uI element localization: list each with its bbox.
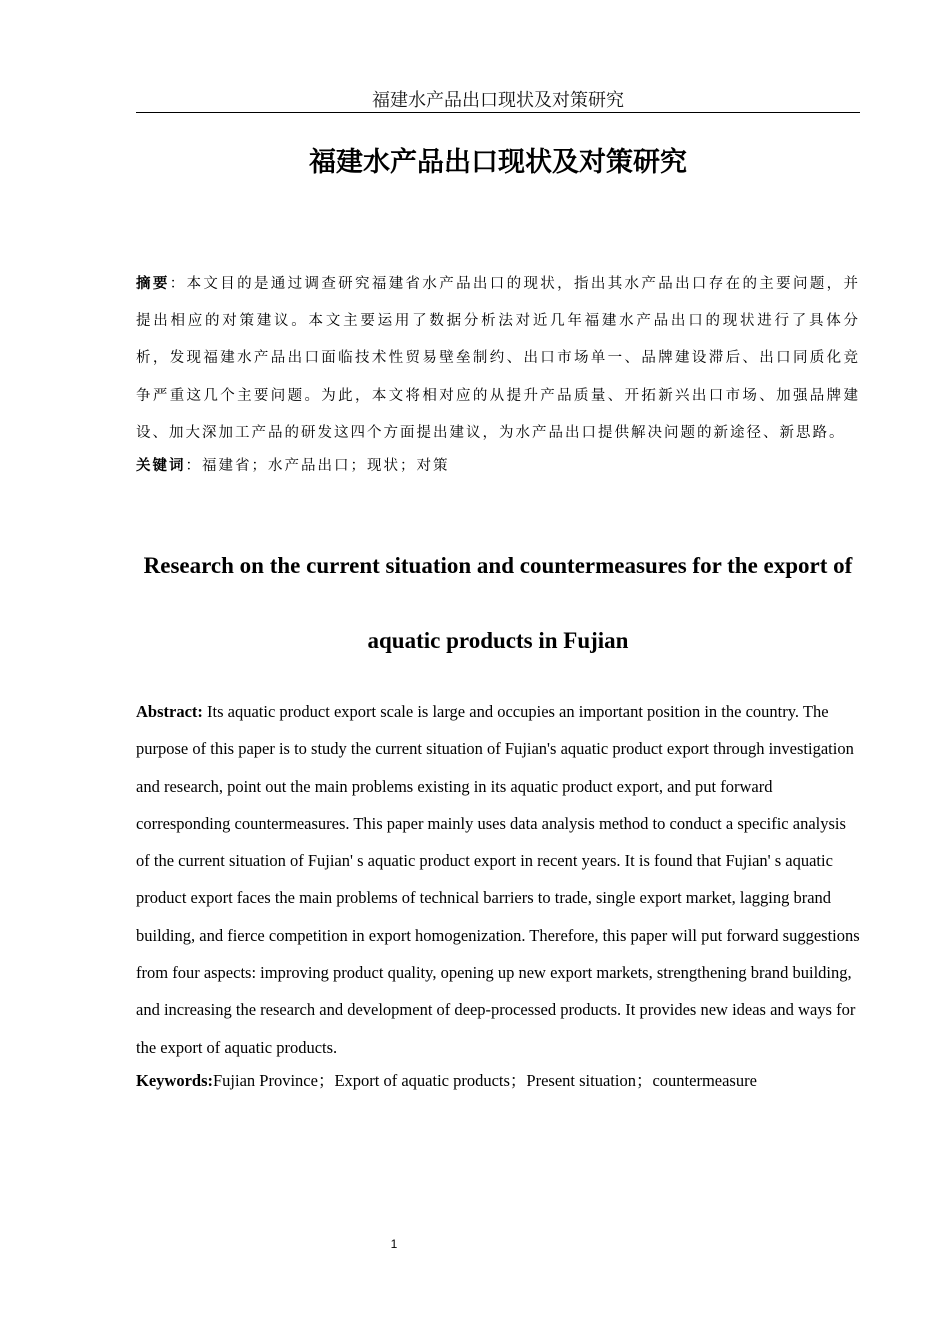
english-abstract-label: Abstract: (136, 702, 203, 721)
running-header: 福建水产品出口现状及对策研究 (372, 90, 624, 111)
chinese-keywords (136, 452, 860, 480)
chinese-keywords-label: 关键词 (136, 458, 186, 474)
chinese-keywords-colon: ： (185, 458, 202, 474)
english-keywords-text: Fujian Province；Export of aquatic products；Present situation；countermeasure (213, 1071, 757, 1090)
chinese-title: 福建水产品出口现状及对策研究 (309, 147, 687, 178)
english-abstract-text: Its aquatic product export scale is large and occupies an important position in the country. The purpose of this paper is to study the current situation of Fujian's aquatic product export through investigation and research, point out the main problems existing in its aquatic product export, and put forward corresponding countermeasures. This paper mainly uses data analysis method to conduct a specific analysis of the current situation of Fujian' s aquatic product export in recent years. It is found that Fujian' s aquatic product export faces the main problems of technical barriers to trade, single export market, lagging brand building, and fierce competition in export homogenization. Therefore, this paper will put forward suggestions from four aspects: improving product quality, opening up new export markets, strengthening brand building, and increasing the research and development of deep-processed products. It provides new ideas and ways for the export of aquatic products. (136, 702, 860, 1057)
page-number: 1 (390, 1237, 398, 1251)
chinese-abstract-label: 摘要 (136, 276, 170, 292)
chinese-abstract (136, 266, 860, 452)
chinese-abstract-text: 本文目的是通过调查研究福建省水产品出口的现状，指出其水产品出口存在的主要问题，并提出相应的对策建议。本文主要运用了数据分析法对近几年福建水产品出口的现状进行了具体分析，发现福建水产品出口面临技术性贸易壁垒制约、出口市场单一、品牌建设滞后、出口同质化竞争严重这几个主要问题。为此，本文将相对应的从提升产品质量、开拓新兴出口市场、加强品牌建设、加大深加工产品的研发这四个方面提出建议，为水产品出口提供解决问题的新途径、新思路。 (136, 276, 861, 441)
english-title: Research on the current situation and countermeasures for the export of aquatic products in Fujian (143, 553, 853, 653)
english-abstract (136, 693, 862, 1066)
chinese-keywords-text: 福建省；水产品出口；现状；对策 (202, 458, 450, 474)
english-keywords-label: Keywords: (136, 1071, 213, 1090)
chinese-abstract-colon: ： (169, 276, 187, 292)
english-keywords (136, 1070, 860, 1092)
header-rule (136, 112, 860, 113)
